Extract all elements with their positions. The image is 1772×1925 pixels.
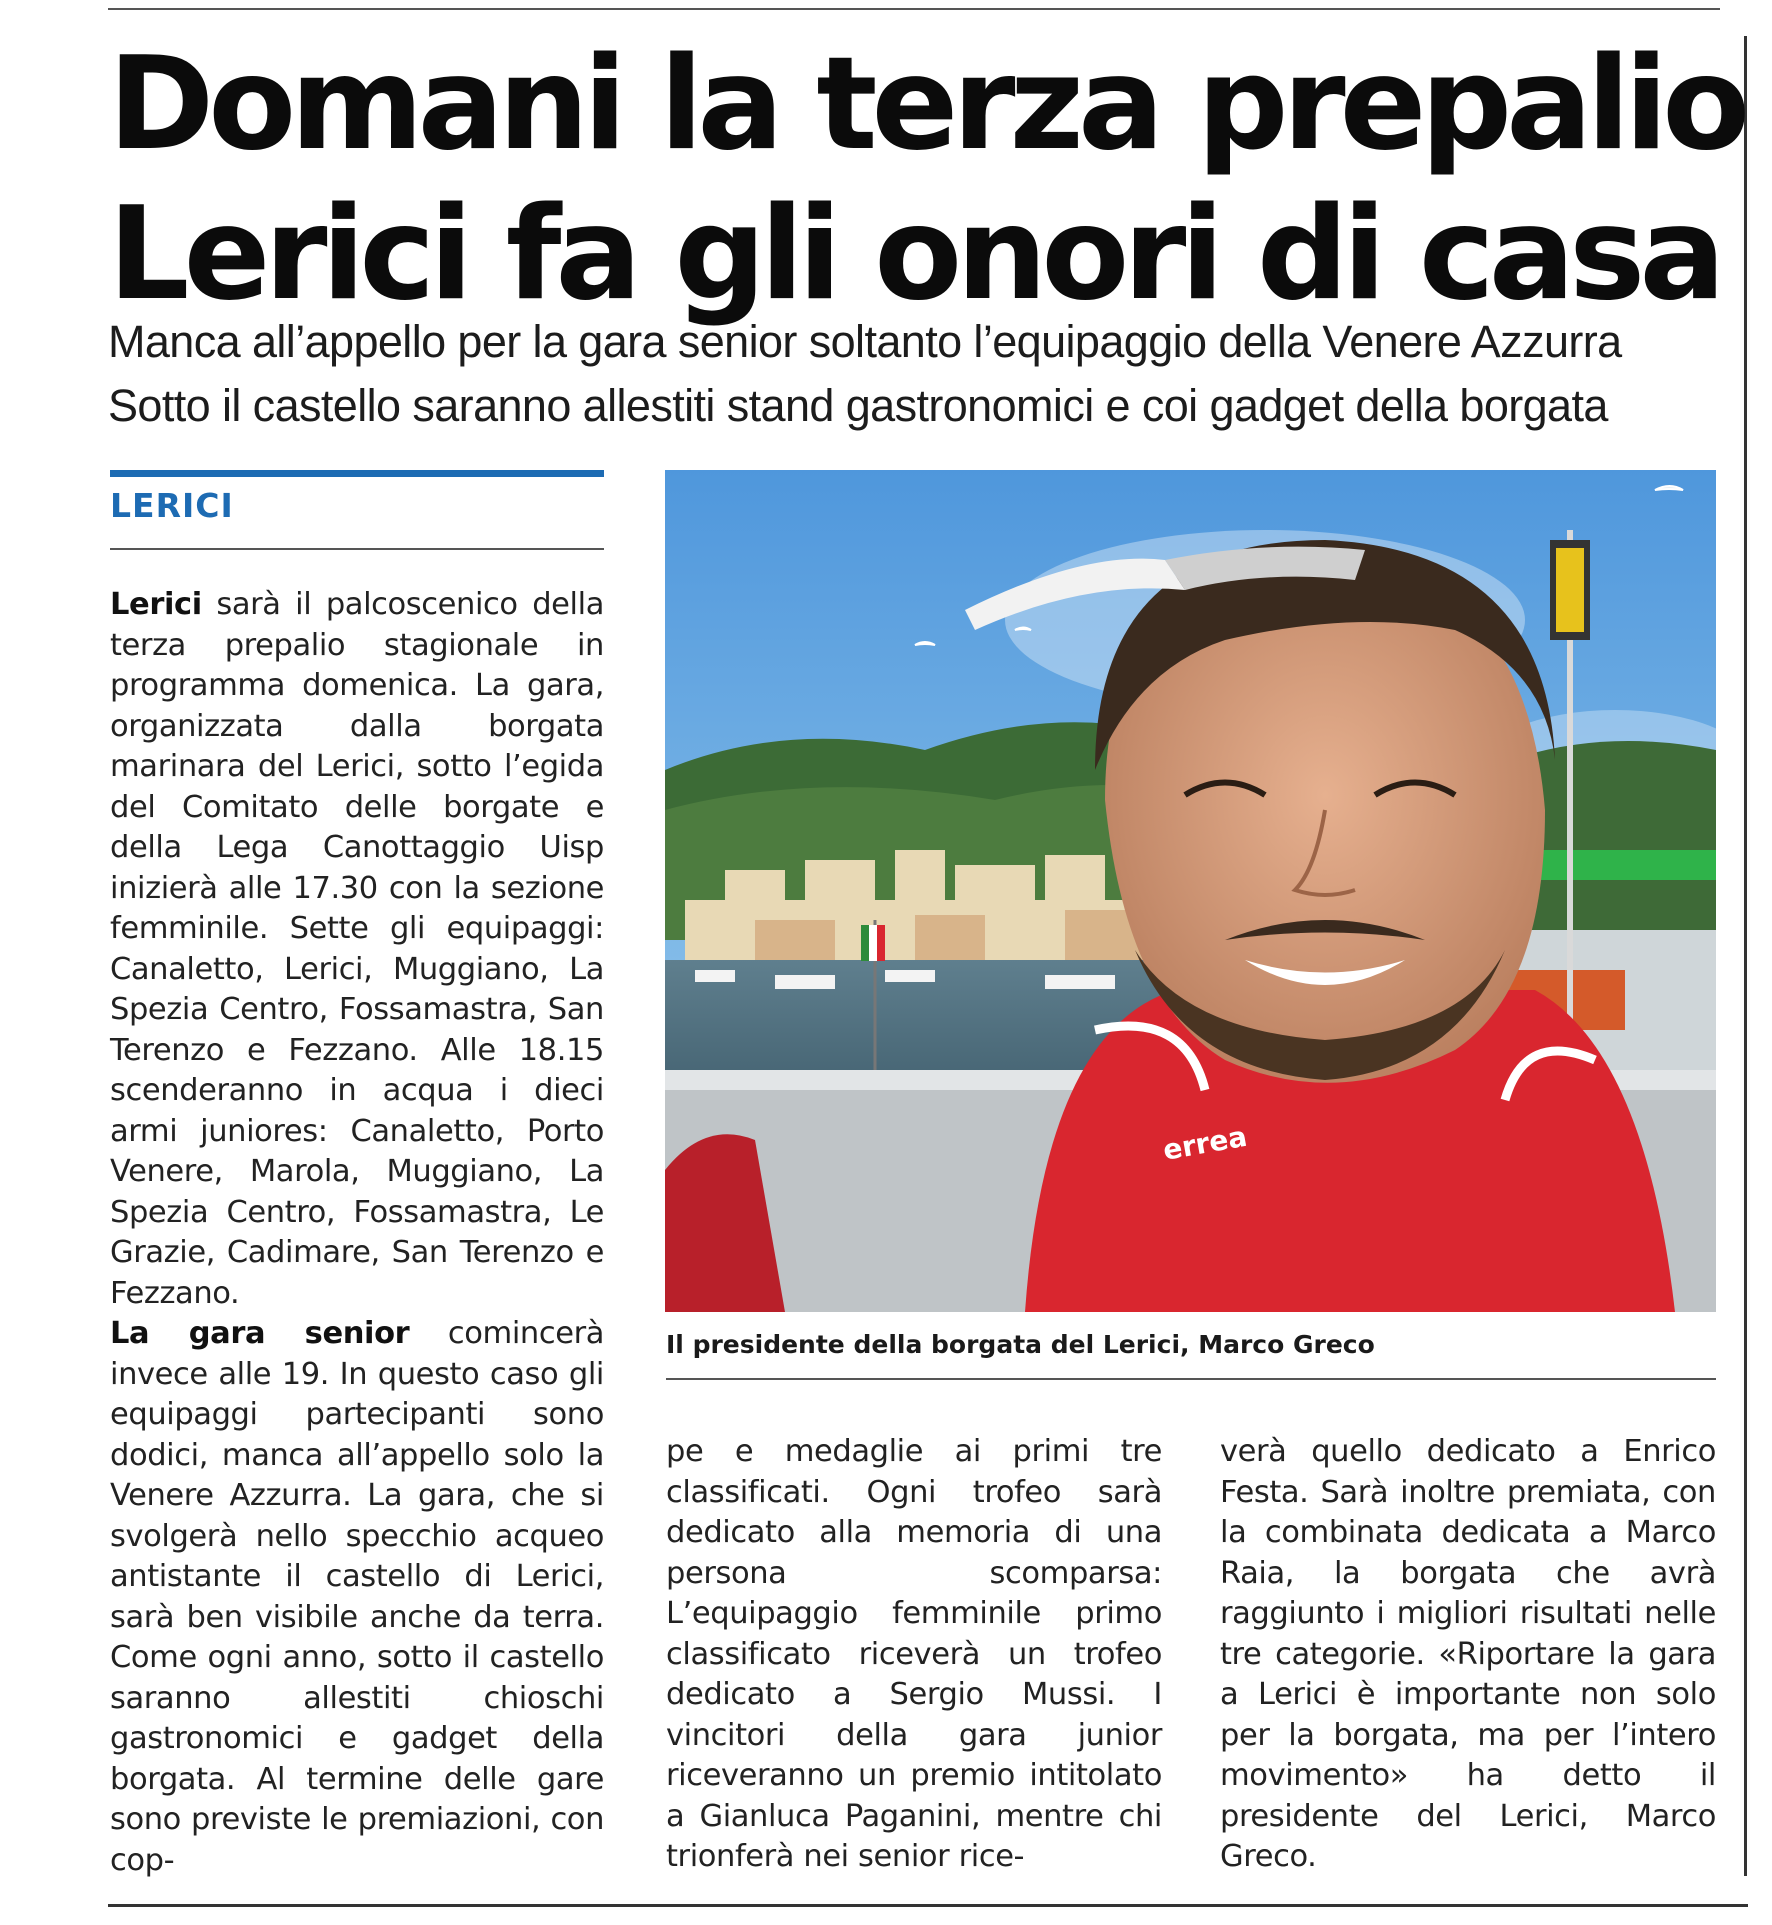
column-2-text: pe e medaglie ai primi tre classificati. Ogni trofeo sarà dedicato alla memoria di una persona scomparsa: L’equipaggio femminile primo classificato riceverà un trofeo dedicato a Sergio Mussi. I vincitori della gara junior riceveranno un premio intitolato a Gianluca Paganini, mentre chi trionferà nei senior rice- <box>666 1434 1162 1874</box>
paragraph-2-lead: La gara senior <box>110 1316 410 1351</box>
paragraph-2 <box>110 1314 604 1881</box>
paragraph-1-lead: Lerici <box>110 587 202 622</box>
headline <box>108 30 1745 330</box>
article-column-3 <box>1220 1432 1716 1878</box>
caption-divider <box>666 1378 1716 1380</box>
paragraph-1-text: sarà il palcoscenico della terza prepalio stagionale in programma domenica. La gara, organizzata dalla borgata marinara del Lerici, sotto l’egida del Comitato delle borgate e della Lega Canottaggio Uisp inizierà alle 17.30 con la sezione femminile. Sette gli equipaggi: Canaletto, Lerici, Muggiano, La Spezia Centro, Fossamastra, San Terenzo e Fezzano. Alle 18.15 scenderanno in acqua i dieci armi juniores: Canaletto, Porto Venere, Marola, Muggiano, La Spezia Centro, Fossamastra, Le Grazie, Cadimare, San Terenzo e Fezzano. <box>110 587 604 1311</box>
subheadline-line-2: Sotto il castello saranno allestiti stand gastronomici e coi gadget della borgata <box>108 380 1608 431</box>
top-rule <box>108 8 1720 10</box>
article-column-1 <box>110 585 604 1881</box>
section-accent-bar <box>110 470 604 477</box>
headline-line-1: Domani la terza prepalio <box>108 30 1745 179</box>
paragraph-1 <box>110 585 604 1314</box>
paragraph-2-text: comincerà invece alle 19. In questo caso gli equipaggi partecipanti sono dodici, manca all’appello solo la Venere Azzurra. La gara, che si svolgerà nello specchio acqueo antistante il castello di Lerici, sarà ben visibile anche da terra. Come ogni anno, sotto il castello saranno allestiti chioschi gastronomici e gadget della borgata. Al termine delle gare sono previste le premiazioni, con cop- <box>110 1316 604 1878</box>
photo-caption: Il presidente della borgata del Lerici, Marco Greco <box>666 1330 1375 1359</box>
right-column-rule <box>1744 36 1747 1876</box>
subheadline <box>108 310 1728 438</box>
bottom-rule <box>108 1904 1748 1907</box>
section-divider <box>110 548 604 550</box>
article-photo <box>665 470 1716 1312</box>
subheadline-line-1: Manca all’appello per la gara senior soltanto l’equipaggio della Venere Azzurra <box>108 316 1622 367</box>
jacket-logo: errea <box>1160 1119 1250 1167</box>
article-column-2 <box>666 1432 1162 1878</box>
headline-line-2: Lerici fa gli onori di casa <box>108 180 1720 329</box>
section-label: LERICI <box>110 486 234 525</box>
column-3-text: verà quello dedicato a Enrico Festa. Sarà inoltre premiata, con la combinata dedicata a Marco Raia, la borgata che avrà raggiunto i migliori risultati nelle tre categorie. «Riportare la gara a Lerici è importante non solo per la borgata, ma per l’intero movimento» ha detto il presidente del Lerici, Marco Greco. <box>1220 1434 1716 1874</box>
